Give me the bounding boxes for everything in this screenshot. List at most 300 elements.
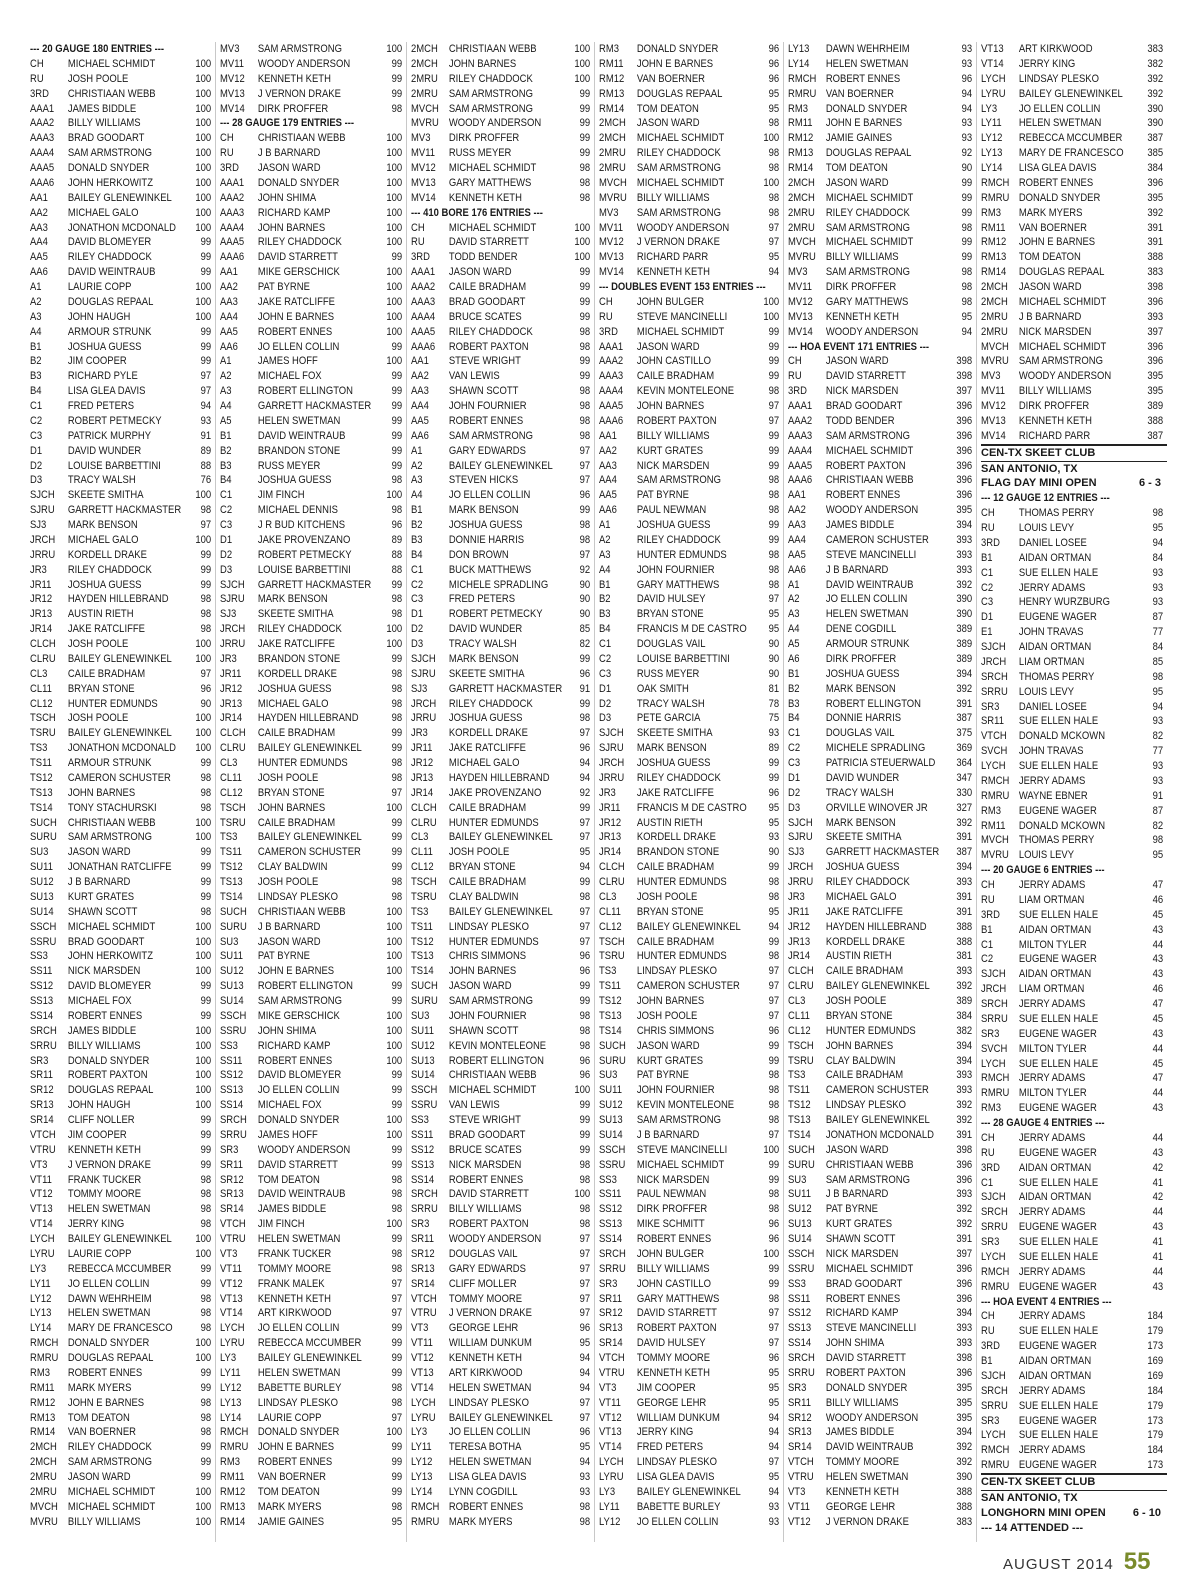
shooter-name: NICK MARSDEN: [636, 1173, 710, 1186]
result-row: [30, 399, 215, 414]
result-row: [220, 1083, 406, 1098]
shooter-name: SAM ARMSTRONG: [1018, 355, 1103, 368]
class-code: AA2: [599, 444, 617, 457]
class-code: LYRU: [220, 1337, 245, 1350]
class-code: RMRU: [981, 789, 1010, 802]
result-row: [411, 964, 594, 979]
result-row: [981, 1012, 1167, 1027]
shooter-name: HELEN SWETMAN: [448, 1381, 532, 1394]
score: 100: [386, 1128, 403, 1141]
class-code: AA4: [599, 474, 617, 487]
shooter-name: PETE GARCIA: [636, 712, 701, 725]
shooter-name: J B BARNARD: [257, 147, 321, 160]
result-row: [788, 1366, 976, 1381]
score: 43: [1152, 923, 1164, 936]
result-row: [220, 191, 406, 206]
shooter-name: CHRISTIAAN WEBB: [67, 87, 156, 100]
class-code: CH: [981, 879, 995, 891]
class-code: SR11: [599, 1292, 622, 1305]
class-code: JR13: [788, 935, 811, 948]
score: 387: [956, 712, 973, 725]
class-code: C1: [599, 638, 612, 650]
shooter-name: BRUCE SCATES: [448, 1143, 522, 1156]
score: 99: [200, 876, 212, 888]
shooter-name: ROBERT PAXTON: [448, 1218, 529, 1231]
class-code: SUCH: [788, 1143, 815, 1156]
class-code: AAA2: [30, 117, 55, 130]
class-code: MVCH: [30, 1500, 58, 1513]
score: 99: [579, 310, 591, 323]
result-row: [981, 655, 1167, 670]
score: 100: [386, 147, 403, 160]
class-code: LY13: [220, 1396, 242, 1409]
score: 97: [579, 935, 591, 948]
score: 100: [195, 102, 212, 115]
score: 100: [195, 816, 212, 829]
class-code: SR3: [411, 1218, 430, 1231]
shooter-name: VAN BOERNER: [1018, 221, 1088, 234]
class-code: D1: [788, 771, 801, 784]
shooter-name: VAN BOERNER: [67, 1426, 137, 1439]
class-code: LYRU: [411, 1411, 436, 1424]
shooter-name: MIKE GERSCHICK: [257, 266, 340, 279]
result-row: [599, 652, 783, 667]
shooter-name: ROBERT PAXTON: [825, 1366, 906, 1379]
shooter-name: J B BARNARD: [636, 1128, 700, 1141]
shooter-name: JERRY ADAMS: [1018, 774, 1086, 787]
result-row: [788, 964, 976, 979]
class-code: CH: [981, 507, 995, 520]
result-row: [981, 789, 1167, 804]
shooter-name: ART KIRKWOOD: [257, 1307, 332, 1320]
class-code: D2: [30, 459, 43, 472]
score: 44: [1152, 1265, 1164, 1278]
score: 94: [768, 1426, 780, 1439]
result-row: [599, 1187, 783, 1202]
result-row: [220, 235, 406, 250]
result-row: [411, 1485, 594, 1500]
class-code: SJCH: [788, 816, 813, 829]
shooter-name: MICHAEL SCHMIDT: [448, 1084, 537, 1097]
result-row: [788, 488, 976, 503]
result-row: [220, 340, 406, 355]
score: 99: [391, 459, 403, 472]
score: 390: [1147, 117, 1164, 130]
shooter-name: JOHN FOURNIER: [636, 1084, 715, 1097]
shooter-name: SAM ARMSTRONG: [448, 995, 533, 1007]
result-row: [30, 1158, 215, 1173]
result-row: [220, 265, 406, 280]
result-row: [411, 221, 594, 236]
result-row: [30, 1381, 215, 1396]
shooter-name: FRANK TUCKER: [67, 1173, 142, 1186]
score: 99: [391, 1485, 403, 1498]
class-code: SR12: [30, 1084, 54, 1097]
shooter-name: JERRY ADAMS: [1018, 879, 1086, 891]
shooter-name: DIRK PROFFER: [636, 1203, 708, 1216]
score: 98: [961, 295, 973, 308]
class-code: TS12: [411, 935, 434, 948]
result-row: [220, 875, 406, 890]
score: 99: [391, 831, 403, 844]
class-code: LY12: [599, 1515, 621, 1528]
score: 99: [391, 1233, 403, 1245]
class-code: AA1: [220, 266, 238, 279]
result-row: [788, 1113, 976, 1128]
score: 98: [579, 519, 591, 531]
class-code: SJRU: [411, 667, 436, 680]
class-code: MV13: [788, 310, 813, 323]
score: 98: [200, 1426, 212, 1439]
class-code: SU14: [788, 1233, 812, 1245]
score: 44: [1152, 1206, 1164, 1219]
score: 99: [200, 548, 212, 561]
shooter-name: MICHAEL SCHMIDT: [636, 132, 725, 145]
shooter-name: ROBERT ENNES: [825, 489, 901, 502]
shooter-name: BILLY WILLIAMS: [67, 117, 141, 130]
score: 77: [1152, 626, 1164, 639]
shooter-name: JOSHUA GUESS: [257, 474, 332, 487]
class-code: AAA2: [411, 281, 436, 293]
score: 98: [391, 474, 403, 487]
class-code: AA2: [411, 370, 429, 383]
shooter-name: JOHN HERKOWITZ: [67, 176, 153, 189]
class-code: TS12: [220, 861, 243, 874]
score: 99: [391, 87, 403, 100]
shooter-name: LINDSAY PLESKO: [636, 1456, 717, 1469]
shooter-name: BAILEY GLENEWINKEL: [448, 831, 553, 844]
result-row: [30, 72, 215, 87]
shooter-name: CAILE BRADHAM: [257, 727, 336, 740]
shooter-name: HUNTER EDMUNDS: [636, 950, 727, 963]
class-code: MVCH: [599, 176, 627, 189]
score: 98: [391, 1500, 403, 1513]
shooter-name: LINDSAY PLESKO: [825, 1099, 906, 1112]
class-code: SS11: [599, 1188, 622, 1201]
shooter-name: REBECCA MCCUMBER: [1018, 132, 1123, 145]
result-row: [220, 1381, 406, 1396]
result-row: [411, 146, 594, 161]
class-code: CLRU: [599, 876, 625, 888]
score: 383: [956, 1515, 973, 1528]
score: 98: [579, 1203, 591, 1216]
score: 97: [579, 1277, 591, 1290]
class-code: SRRU: [599, 1262, 626, 1275]
result-row: [411, 1440, 594, 1455]
shooter-name: MICHAEL FOX: [257, 1099, 322, 1112]
shooter-name: PAUL NEWMAN: [636, 1188, 707, 1201]
shooter-name: J B BARNARD: [67, 876, 131, 888]
shooter-name: JAMES BIDDLE: [67, 102, 137, 115]
score: 394: [956, 861, 973, 874]
class-code: TS12: [30, 771, 53, 784]
result-row: [30, 875, 215, 890]
class-code: D3: [599, 712, 612, 725]
result-row: [788, 161, 976, 176]
class-code: AA5: [220, 325, 238, 338]
result-row: [220, 845, 406, 860]
score: 99: [768, 533, 780, 546]
class-code: RMRU: [30, 1352, 59, 1364]
result-row: [411, 488, 594, 503]
result-row: [411, 637, 594, 652]
shooter-name: BILLY WILLIAMS: [825, 1396, 899, 1409]
score: 99: [768, 1262, 780, 1275]
shooter-name: GARY MATTHEWS: [825, 295, 909, 308]
result-row: [220, 533, 406, 548]
result-row: [599, 1143, 783, 1158]
shooter-name: ROBERT ENNES: [448, 414, 524, 427]
shooter-name: CAMERON SCHUSTER: [825, 533, 929, 546]
class-code: 2MRU: [788, 206, 815, 219]
result-row: [30, 905, 215, 920]
shooter-name: JAKE RATCLIFFE: [67, 623, 145, 636]
class-code: RM3: [220, 1456, 240, 1469]
class-code: SU14: [30, 905, 54, 918]
shooter-name: MICHAEL FOX: [67, 995, 132, 1007]
score: 97: [768, 221, 780, 234]
shooter-name: ROBERT ELLINGTON: [257, 385, 354, 398]
result-row: [30, 711, 215, 726]
shooter-name: SAM ARMSTRONG: [448, 102, 533, 115]
score: 100: [195, 742, 212, 755]
result-row: [411, 1455, 594, 1470]
result-row: [411, 414, 594, 429]
result-row: [30, 1068, 215, 1083]
class-code: B1: [981, 923, 993, 936]
result-row: [220, 1068, 406, 1083]
result-row: [788, 994, 976, 1009]
class-code: TS12: [788, 1099, 811, 1112]
shooter-name: ROBERT PETMECKY: [448, 608, 543, 621]
result-row: [599, 682, 783, 697]
score: 396: [956, 444, 973, 457]
result-row: [599, 414, 783, 429]
score: 395: [956, 1381, 973, 1394]
result-row: [788, 1262, 976, 1277]
result-row: [788, 711, 976, 726]
class-code: JRCH: [981, 983, 1007, 996]
class-code: JR14: [788, 950, 811, 963]
result-row: [30, 949, 215, 964]
class-code: SU12: [30, 876, 54, 888]
class-code: RM14: [981, 266, 1007, 279]
shooter-name: MICHELE SPRADLING: [825, 742, 926, 755]
result-row: [220, 1396, 406, 1411]
class-code: TSRU: [411, 890, 437, 903]
shooter-name: ART KIRKWOOD: [448, 1366, 523, 1379]
result-row: [220, 801, 406, 816]
score: 94: [579, 1381, 591, 1394]
score: 44: [1152, 938, 1164, 951]
class-code: C2: [981, 581, 994, 594]
shooter-name: KENNETH KETH: [448, 191, 522, 204]
shooter-name: HUNTER EDMUNDS: [636, 876, 727, 888]
result-row: [599, 146, 783, 161]
class-code: SJCH: [599, 727, 624, 740]
score: 93: [1152, 596, 1164, 609]
score: 179: [1147, 1429, 1164, 1442]
shooter-name: LINDSAY PLESKO: [257, 1396, 338, 1409]
class-code: 2MRU: [411, 87, 438, 100]
score: 97: [579, 816, 591, 829]
score: 99: [768, 519, 780, 531]
shooter-name: PAT BYRNE: [257, 281, 310, 293]
result-row: [30, 1202, 215, 1217]
shooter-name: KENNETH KETH: [825, 310, 899, 323]
shooter-name: BAILEY GLENEWINKEL: [825, 1114, 930, 1126]
score: 42: [1152, 1161, 1164, 1174]
shooter-name: JAMIE GAINES: [825, 132, 893, 145]
shooter-name: STEVE MANCINELLI: [825, 548, 917, 561]
shooter-name: BAILEY GLENEWINKEL: [257, 1352, 362, 1364]
result-row: [411, 1054, 594, 1069]
score: 98: [391, 876, 403, 888]
score: 99: [579, 87, 591, 100]
score: 95: [1152, 685, 1164, 698]
score: 95: [768, 905, 780, 918]
score: 87: [1152, 804, 1164, 817]
shooter-name: BUCK MATTHEWS: [448, 563, 532, 576]
class-code: 2MCH: [30, 1456, 57, 1469]
result-row: [788, 280, 976, 295]
shooter-name: CAILE BRADHAM: [257, 816, 336, 829]
score: 99: [579, 995, 591, 1007]
result-row: [599, 473, 783, 488]
shooter-name: MICHAEL SCHMIDT: [448, 221, 537, 234]
class-code: JR3: [788, 890, 805, 903]
score: 99: [200, 980, 212, 993]
result-row: [411, 801, 594, 816]
score: 95: [768, 623, 780, 636]
shooter-name: ROBERT PAXTON: [636, 414, 717, 427]
shooter-name: JO ELLEN COLLIN: [448, 489, 531, 502]
score: 100: [195, 1069, 212, 1082]
score: 393: [956, 1322, 973, 1335]
result-row: [599, 830, 783, 845]
class-code: CL12: [599, 920, 622, 933]
class-code: TSCH: [220, 801, 246, 814]
score: 97: [579, 459, 591, 472]
score: 100: [763, 1247, 780, 1260]
result-row: [220, 726, 406, 741]
shooter-name: KURT GRATES: [636, 444, 704, 457]
class-code: MVCH: [788, 236, 816, 249]
score: 98: [391, 593, 403, 606]
result-row: [220, 369, 406, 384]
class-code: B4: [220, 474, 232, 487]
result-row: [981, 265, 1167, 280]
class-code: VTCH: [220, 1218, 246, 1231]
score: 98: [391, 608, 403, 621]
result-row: [981, 670, 1167, 685]
score: 84: [1152, 641, 1164, 653]
score: 94: [579, 1456, 591, 1469]
shooter-name: TONY STACHURSKI: [67, 801, 157, 814]
result-row: [788, 1009, 976, 1024]
class-code: SSCH: [411, 1084, 438, 1097]
result-row: [411, 578, 594, 593]
shooter-name: KORDELL DRAKE: [448, 727, 528, 740]
result-row: [30, 563, 215, 578]
class-code: SRCH: [788, 1352, 815, 1364]
score: 96: [391, 519, 403, 531]
issue-date: AUGUST 2014: [1003, 1556, 1114, 1573]
shooter-name: JOSH POOLE: [636, 1009, 698, 1022]
club-location: SAN ANTONIO, TX: [981, 1491, 1078, 1504]
result-row: [788, 756, 976, 771]
shooter-name: J VERNON DRAKE: [448, 1307, 532, 1320]
result-row: [30, 637, 215, 652]
shooter-name: JOHN E BARNES: [257, 1441, 335, 1454]
result-row: [788, 146, 976, 161]
shooter-name: CAILE BRADHAM: [636, 861, 715, 874]
score: 98: [200, 608, 212, 621]
class-code: SR11: [30, 1069, 53, 1082]
class-code: CL11: [30, 682, 52, 695]
shooter-name: DIRK PROFFER: [257, 102, 329, 115]
class-code: B4: [30, 385, 42, 398]
shooter-name: GEORGE LEHR: [448, 1322, 519, 1335]
shooter-name: BRAD GOODART: [448, 295, 526, 308]
shooter-name: DAVID STARRETT: [825, 370, 906, 383]
result-row: [30, 1217, 215, 1232]
score: 100: [195, 1352, 212, 1364]
score: 98: [579, 325, 591, 338]
shooter-name: HAYDEN HILLEBRAND: [825, 920, 927, 933]
result-row: [599, 1366, 783, 1381]
class-code: RMCH: [981, 176, 1010, 189]
score: 100: [386, 950, 403, 963]
shooter-name: JOSH POOLE: [67, 638, 129, 650]
result-row: [599, 935, 783, 950]
shooter-name: LYNN COGDILL: [448, 1485, 518, 1498]
result-row: [30, 176, 215, 191]
class-code: 3RD: [30, 87, 49, 100]
results-column: [783, 42, 976, 1542]
class-code: C2: [411, 578, 424, 591]
result-row: [411, 131, 594, 146]
shooter-name: JOHN CASTILLO: [636, 355, 711, 368]
class-code: B2: [599, 593, 611, 606]
class-code: LY14: [788, 57, 810, 70]
shooter-name: BILLY WILLIAMS: [636, 191, 710, 204]
result-row: [788, 206, 976, 221]
result-row: [220, 1306, 406, 1321]
shooter-name: SKEETE SMITHA: [448, 667, 525, 680]
shoot-date: 6 - 3: [1138, 477, 1161, 490]
score: 179: [1147, 1325, 1164, 1338]
class-code: D2: [599, 697, 612, 710]
class-code: 2MCH: [411, 43, 438, 55]
result-row: [981, 414, 1167, 429]
score: 99: [391, 72, 403, 85]
shooter-name: JOHN BARNES: [448, 57, 517, 70]
result-row: [411, 697, 594, 712]
class-code: SRCH: [981, 1384, 1008, 1397]
result-row: [599, 459, 783, 474]
shooter-name: JO ELLEN COLLIN: [636, 1515, 719, 1528]
shooter-name: TODD BENDER: [825, 414, 895, 427]
score: 41: [1152, 1176, 1164, 1189]
result-row: [411, 563, 594, 578]
class-code: MV3: [981, 370, 1001, 383]
shooter-name: KENNETH KETH: [257, 1292, 331, 1305]
result-row: [788, 845, 976, 860]
class-code: A2: [788, 593, 800, 606]
shooter-name: J B BARNARD: [257, 920, 321, 933]
shooter-name: SAM ARMSTRONG: [257, 995, 342, 1007]
